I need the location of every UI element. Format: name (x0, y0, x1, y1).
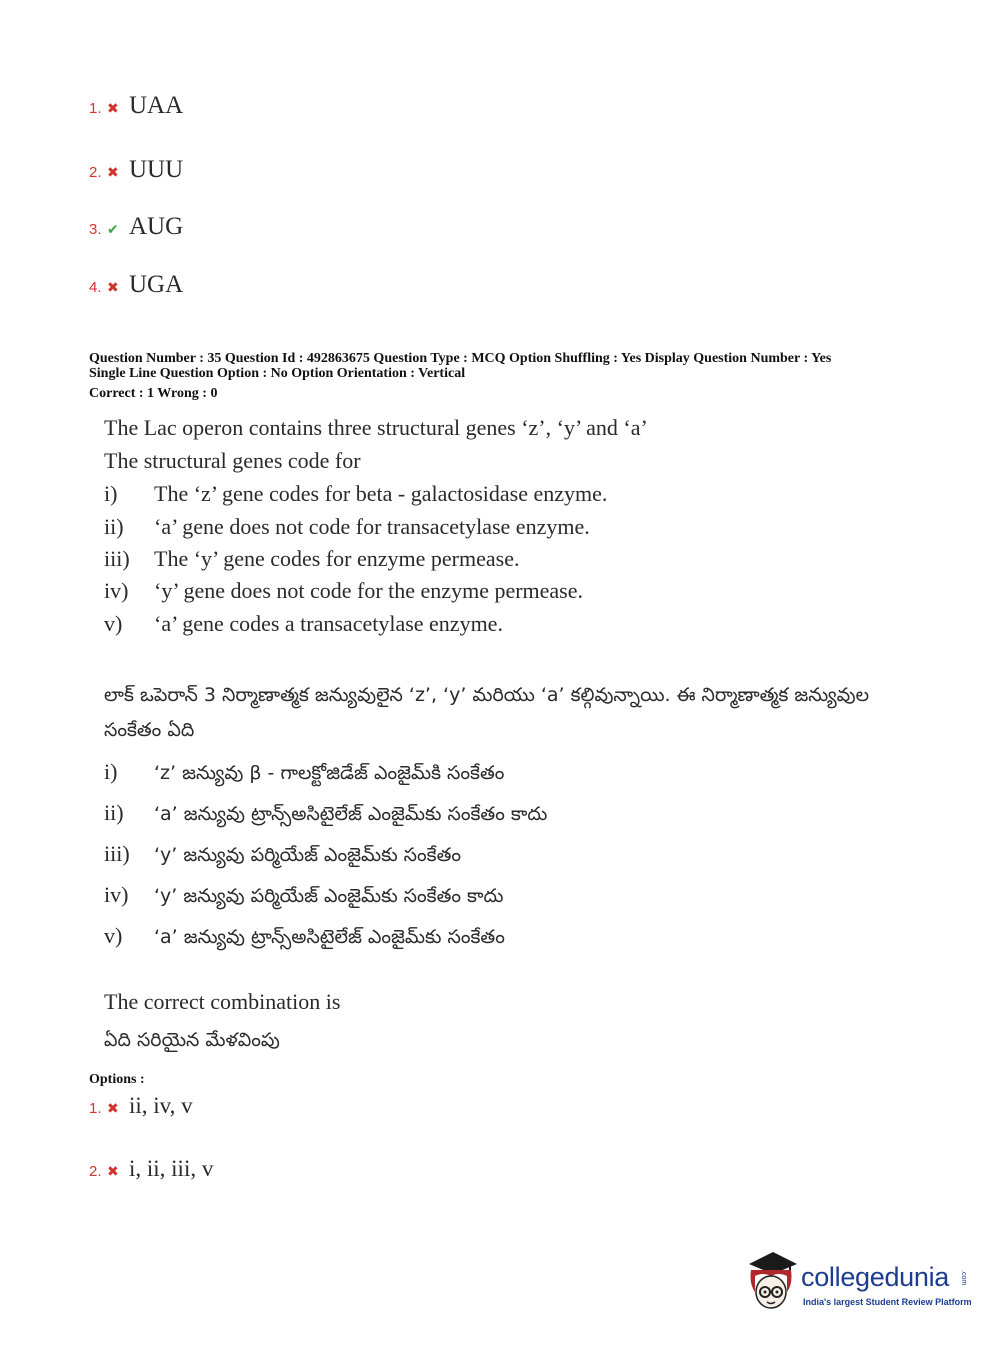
statement-en-3 (104, 546, 519, 572)
cross-icon: ✖ (107, 1101, 119, 1117)
statement-text: ‘y’ gene does not code for the enzyme permease. (154, 578, 584, 603)
statement-number: iv) (104, 578, 129, 603)
option-number: 1. (89, 1100, 102, 1117)
statement-number: i) (104, 759, 118, 784)
logo-domain: .com (960, 1270, 967, 1286)
option-number: 2. (89, 164, 102, 181)
option-text: UUU (129, 156, 184, 183)
options-label: Options : (89, 1072, 145, 1087)
statement-number: v) (104, 611, 123, 636)
option-number: 4. (89, 279, 102, 296)
statement-text: ‘z’ జన్యువు β - గాలక్టోజిడేజ్ ఎంజైమ్‌కి సంకేతం (154, 762, 505, 784)
question-intro-en: The Lac operon contains three structural genes ‘z’, ‘y’ and ‘a’ (104, 415, 648, 440)
statement-te-4 (104, 882, 504, 912)
check-icon: ✔ (107, 222, 119, 238)
statement-en-1 (104, 481, 607, 507)
statement-text: ‘a’ gene codes a transacetylase enzyme. (154, 611, 503, 636)
question-meta-line-2: Single Line Question Option : No Option Orientation : Vertical (89, 366, 466, 381)
mascot-icon (743, 1250, 801, 1312)
statement-number: iii) (104, 841, 130, 866)
prev-option-3 (89, 213, 183, 241)
question-sub-te: సంకేతం ఏది (104, 719, 195, 741)
statement-number: ii) (104, 514, 124, 539)
statement-te-3 (104, 841, 461, 871)
cross-icon: ✖ (107, 101, 119, 117)
combination-prompt-te: ఏది సరియైన మేళవింపు (104, 1029, 280, 1051)
logo-wordmark: collegedunia (801, 1262, 950, 1292)
statement-text: ‘a’ gene does not code for transacetylase enzyme. (154, 514, 590, 539)
statement-text: ‘a’ జన్యువు ట్రాన్స్‌అసిటైలేజ్ ఎంజైమ్‌కు సంకేతం కాదు (154, 803, 548, 825)
option-text: UAA (129, 92, 184, 119)
logo-tagline: India's largest Student Review Platform (803, 1297, 972, 1307)
statement-en-5 (104, 611, 503, 637)
combination-prompt-en: The correct combination is (104, 989, 341, 1014)
statement-te-1 (104, 759, 504, 789)
option-2 (89, 1156, 213, 1182)
prev-option-4 (89, 271, 183, 299)
statement-text: The ‘z’ gene codes for beta - galactosidase enzyme. (154, 481, 608, 506)
option-text: UGA (129, 271, 184, 298)
statement-te-2 (104, 800, 547, 830)
question-intro-te: లాక్ ఒపెరాన్ 3 నిర్మాణాత్మక జన్యువులైన ‘z’, ‘y’ మరియు ‘a’ కల్గివున్నాయి. ఈ నిర్మాణాత్మక జన్యువుల (104, 684, 870, 706)
cross-icon: ✖ (107, 280, 119, 296)
statement-text: The ‘y’ gene codes for enzyme permease. (154, 546, 520, 571)
option-1 (89, 1093, 193, 1119)
statement-text: ‘y’ జన్యువు పర్మియేజ్ ఎంజైమ్‌కు సంకేతం (154, 844, 461, 866)
statement-number: iv) (104, 882, 129, 907)
option-text: AUG (129, 213, 184, 240)
collegedunia-logo (743, 1250, 972, 1312)
cross-icon: ✖ (107, 1164, 119, 1180)
statement-number: i) (104, 481, 118, 506)
statement-en-2 (104, 514, 590, 540)
option-text: ii, iv, v (129, 1093, 193, 1118)
cross-icon: ✖ (107, 165, 119, 181)
option-number: 1. (89, 100, 102, 117)
prev-option-2 (89, 156, 183, 184)
statement-te-5 (104, 923, 505, 953)
question-sub-en: The structural genes code for (104, 448, 361, 473)
statement-number: v) (104, 923, 123, 948)
prev-option-1 (89, 92, 183, 120)
statement-number: ii) (104, 800, 124, 825)
question-score: Correct : 1 Wrong : 0 (89, 386, 218, 401)
statement-number: iii) (104, 546, 130, 571)
question-meta-line-1: Question Number : 35 Question Id : 492863675 Question Type : MCQ Option Shuffling : Yes Display Question Number : Yes (89, 351, 832, 366)
option-number: 2. (89, 1163, 102, 1180)
statement-text: ‘a’ జన్యువు ట్రాన్స్‌అసిటైలేజ్ ఎంజైమ్‌కు సంకేతం (154, 926, 505, 948)
statement-text: ‘y’ జన్యువు పర్మియేజ్ ఎంజైమ్‌కు సంకేతం కాదు (154, 885, 504, 907)
statement-en-4 (104, 578, 583, 604)
option-text: i, ii, iii, v (129, 1156, 214, 1181)
option-number: 3. (89, 221, 102, 238)
